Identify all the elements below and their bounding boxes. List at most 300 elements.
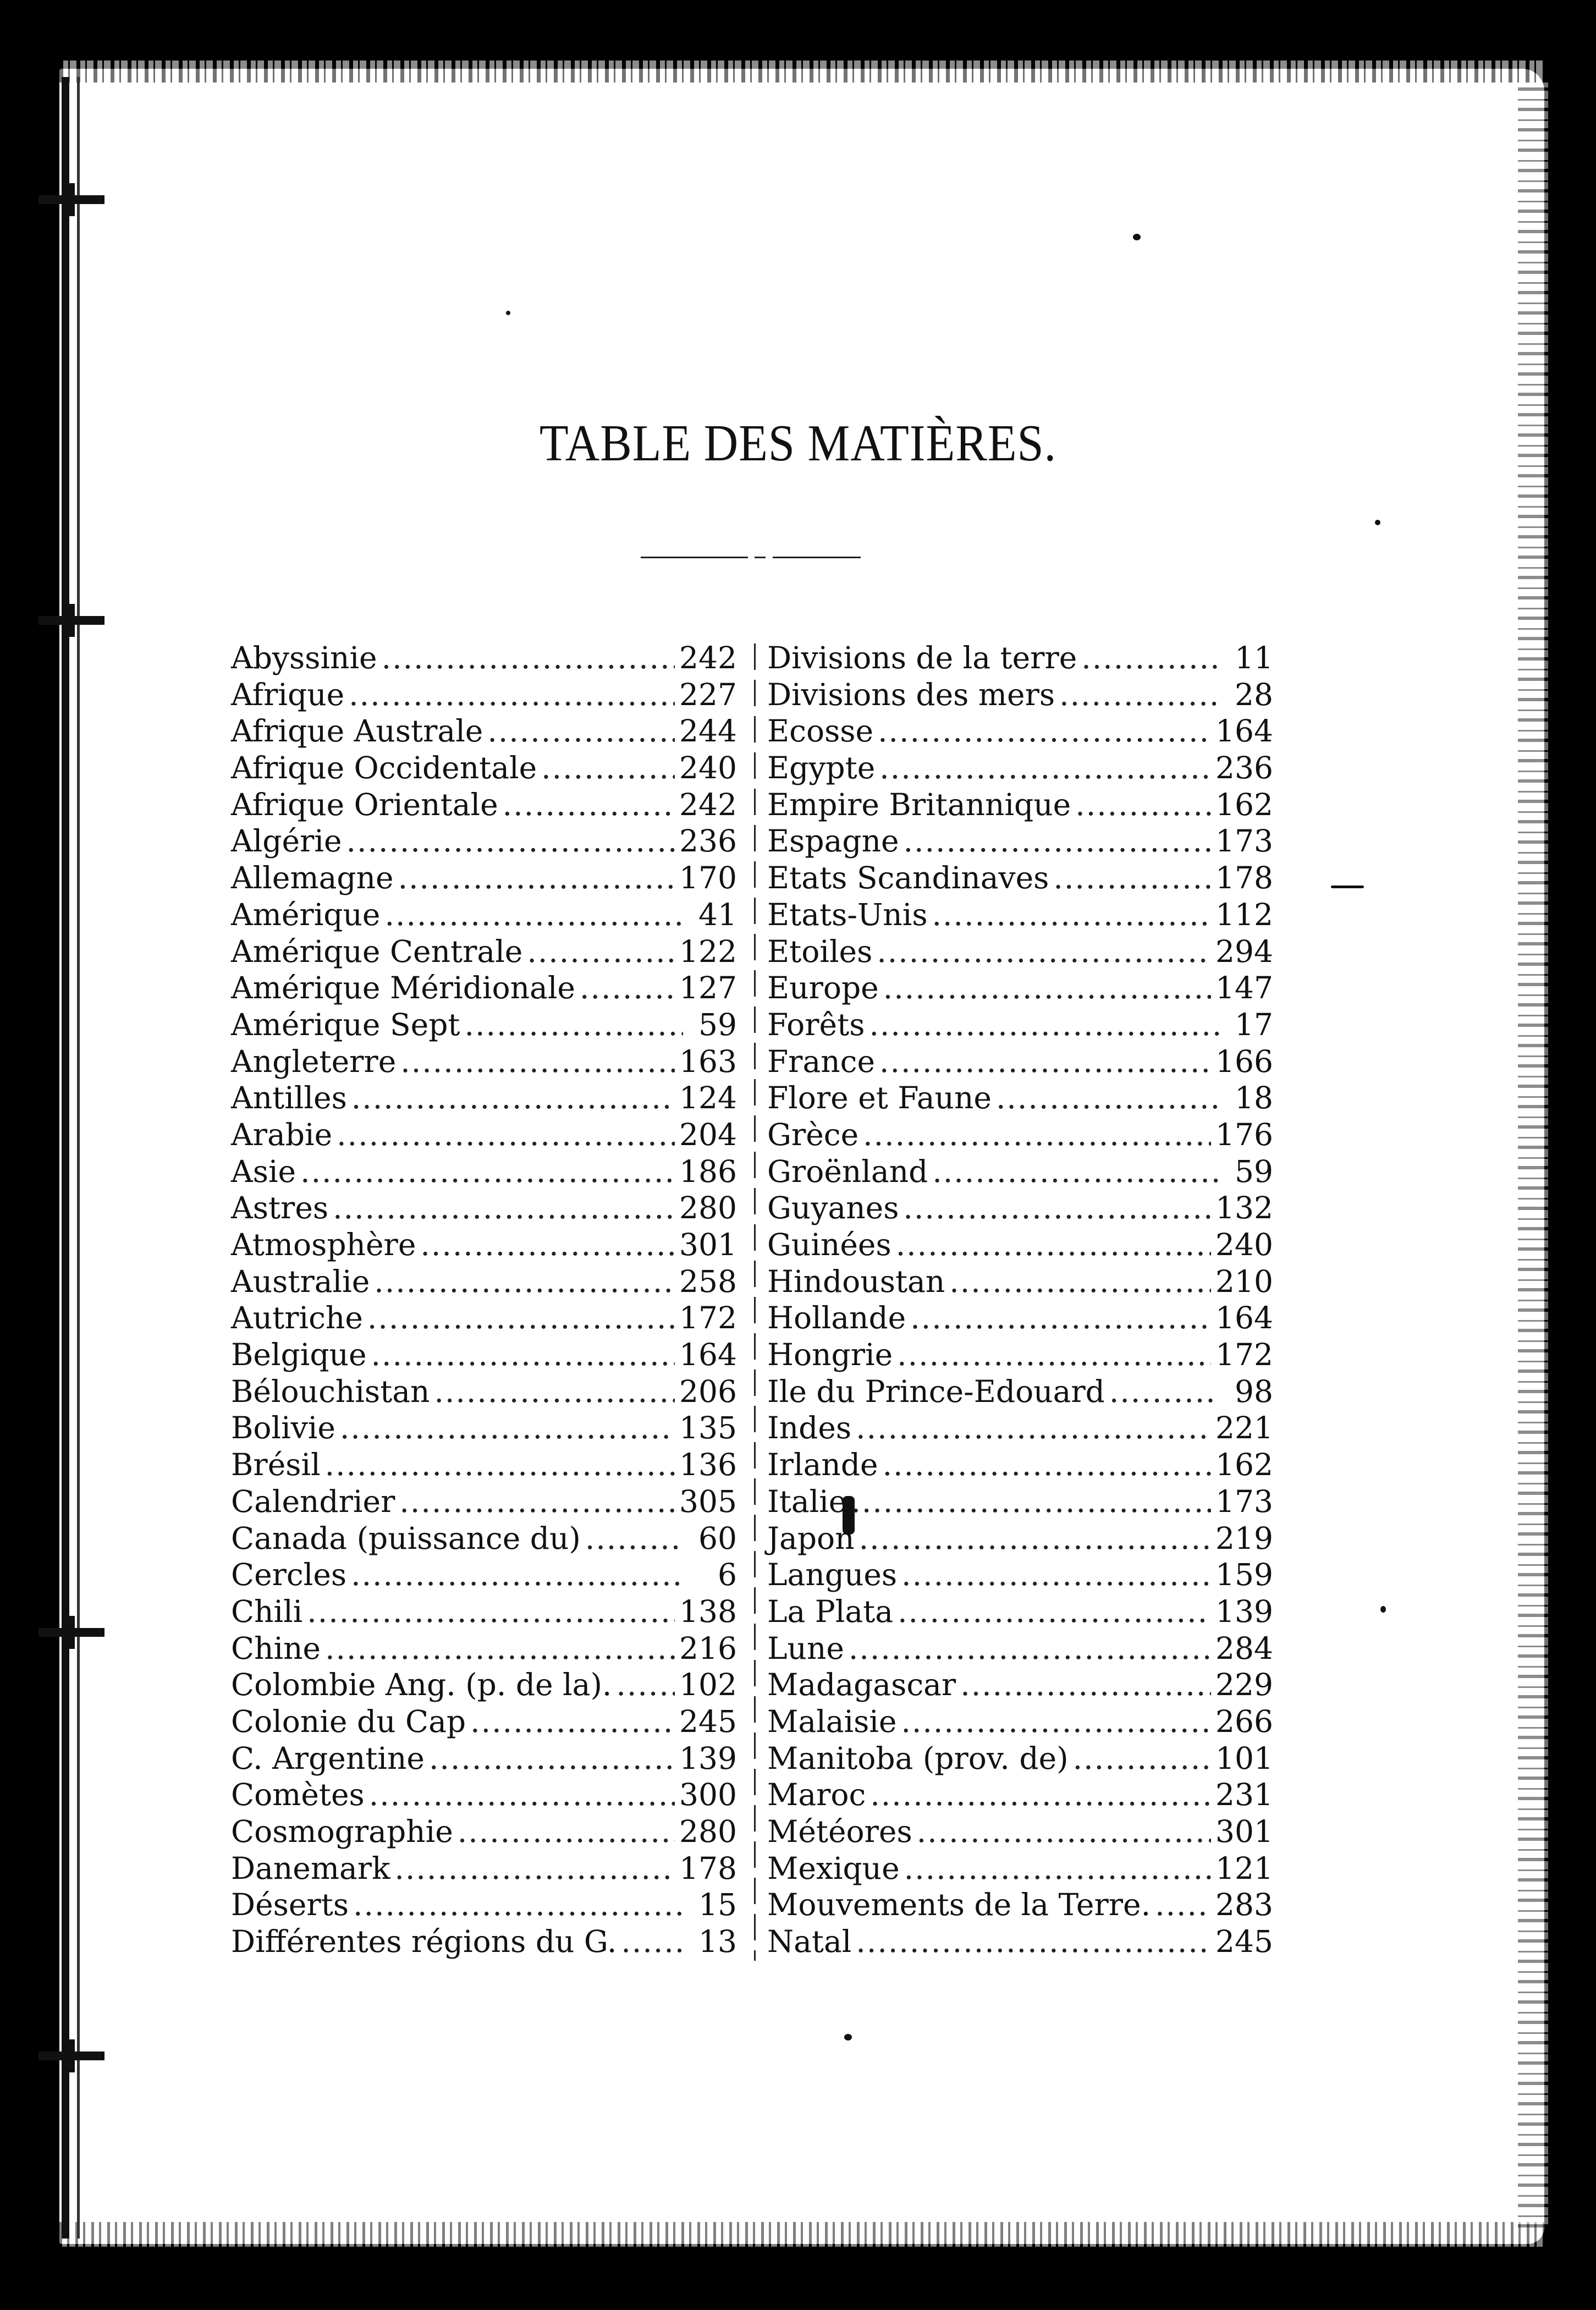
dot-leader bbox=[487, 713, 675, 750]
toc-entry-page: 186 bbox=[679, 1153, 737, 1189]
toc-entry-page: 164 bbox=[679, 1337, 737, 1373]
toc-entry-page: 221 bbox=[1215, 1410, 1273, 1446]
toc-entry-page: 164 bbox=[1215, 1300, 1273, 1336]
toc-entry-title: Afrique Orientale bbox=[231, 787, 498, 822]
toc-entry-page: 15 bbox=[698, 1887, 737, 1923]
toc-entry-page: 301 bbox=[679, 1227, 737, 1262]
toc-entry bbox=[767, 1116, 1273, 1153]
toc-entry-page: 173 bbox=[1215, 823, 1273, 859]
toc-entry-title: Afrique Occidentale bbox=[231, 750, 537, 786]
toc-entry-page: 159 bbox=[1215, 1557, 1273, 1593]
pencil-mark bbox=[1331, 886, 1364, 888]
toc-entry-title: Langues bbox=[767, 1557, 898, 1593]
dot-leader bbox=[337, 1116, 675, 1153]
toc-entry-title: Espagne bbox=[767, 823, 899, 859]
toc-entry-page: 280 bbox=[679, 1190, 737, 1226]
toc-entry bbox=[231, 750, 737, 787]
ink-speck bbox=[1380, 1606, 1386, 1613]
toc-entry bbox=[231, 1667, 737, 1703]
toc-entry-page: 216 bbox=[679, 1630, 737, 1666]
toc-entry-title: Japon bbox=[767, 1520, 855, 1556]
toc-entry-page: 139 bbox=[679, 1740, 737, 1776]
toc-entry-title: Groënland bbox=[767, 1153, 928, 1189]
dot-leader bbox=[458, 1813, 675, 1850]
toc-entry bbox=[231, 640, 737, 676]
toc-entry-page: 162 bbox=[1215, 1447, 1273, 1483]
dot-leader bbox=[949, 1263, 1211, 1300]
toc-entry-page: 204 bbox=[679, 1116, 737, 1152]
dot-leader bbox=[932, 897, 1211, 933]
toc-entry-title: Colombie Ang. (p. de la). bbox=[231, 1667, 612, 1703]
toc-entry-page: 283 bbox=[1215, 1887, 1273, 1923]
toc-entry bbox=[231, 1703, 737, 1740]
binding-stitch bbox=[38, 1628, 104, 1637]
dot-leader bbox=[870, 1777, 1211, 1813]
dot-leader bbox=[353, 1887, 683, 1923]
toc-entry bbox=[231, 933, 737, 970]
toc-entry-page: 210 bbox=[1215, 1263, 1273, 1299]
toc-entry bbox=[231, 1447, 737, 1483]
dot-leader bbox=[879, 750, 1211, 787]
toc-entry-title: Autriche bbox=[231, 1300, 363, 1336]
toc-entry-page: 178 bbox=[679, 1850, 737, 1886]
dot-leader bbox=[960, 1667, 1211, 1703]
toc-entry bbox=[767, 1263, 1273, 1300]
toc-entry bbox=[231, 1263, 737, 1300]
toc-entry bbox=[231, 1226, 737, 1263]
toc-entry-title: Malaisie bbox=[767, 1703, 897, 1739]
dot-leader bbox=[351, 1557, 683, 1593]
toc-entry-title: Lune bbox=[767, 1630, 844, 1666]
toc-entry-title: Manitoba (prov. de) bbox=[767, 1740, 1069, 1776]
toc-entry bbox=[767, 1410, 1273, 1447]
toc-entry bbox=[767, 1226, 1273, 1263]
toc-entry-title: Amérique Sept bbox=[231, 1007, 460, 1042]
dot-leader bbox=[910, 1300, 1211, 1336]
toc-entry-title: Cercles bbox=[231, 1557, 347, 1593]
dot-leader bbox=[465, 1007, 683, 1043]
toc-entry-page: 266 bbox=[1215, 1703, 1273, 1739]
toc-entry-title: Astres bbox=[231, 1190, 329, 1226]
toc-entry bbox=[231, 1190, 737, 1226]
toc-entry-page: 176 bbox=[1215, 1116, 1273, 1152]
toc-entry bbox=[231, 1116, 737, 1153]
toc-entry-title: Irlande bbox=[767, 1447, 878, 1483]
toc-entry-title: Empire Britannique bbox=[767, 787, 1071, 822]
toc-entry bbox=[231, 1850, 737, 1887]
toc-entry-title: Madagascar bbox=[767, 1667, 956, 1703]
dot-leader bbox=[856, 1923, 1211, 1960]
toc-entry-page: 59 bbox=[1235, 1153, 1273, 1189]
toc-entry bbox=[231, 1300, 737, 1336]
toc-entry-title: Amérique Centrale bbox=[231, 933, 523, 969]
toc-entry-title: Flore et Faune bbox=[767, 1080, 992, 1116]
toc-entry-title: Cosmographie bbox=[231, 1814, 453, 1849]
dot-leader bbox=[400, 1043, 675, 1080]
dot-leader bbox=[1155, 1887, 1211, 1923]
dot-leader bbox=[429, 1740, 675, 1777]
binding-stitch bbox=[38, 2052, 104, 2060]
dot-leader bbox=[849, 1630, 1211, 1667]
toc-entry bbox=[767, 1043, 1273, 1080]
toc-entry-page: 102 bbox=[679, 1667, 737, 1703]
toc-entry-page: 11 bbox=[1235, 640, 1273, 675]
toc-entry-page: 236 bbox=[1215, 750, 1273, 786]
toc-entry bbox=[767, 1887, 1273, 1923]
toc-entry-page: 242 bbox=[679, 787, 737, 822]
toc-entry bbox=[767, 1520, 1273, 1557]
dot-leader bbox=[541, 750, 675, 787]
column-divider bbox=[754, 644, 756, 1961]
toc-entry bbox=[231, 1483, 737, 1520]
toc-entry-title: Afrique bbox=[231, 676, 345, 712]
title-rule bbox=[755, 557, 766, 558]
toc-entry bbox=[767, 1447, 1273, 1483]
dot-leader bbox=[585, 1520, 683, 1557]
toc-entry bbox=[767, 1813, 1273, 1850]
dot-leader bbox=[1109, 1373, 1219, 1410]
toc-entry bbox=[767, 933, 1273, 970]
dot-leader bbox=[856, 1410, 1211, 1447]
toc-entry-title: Etoiles bbox=[767, 933, 873, 969]
toc-entry bbox=[231, 897, 737, 933]
toc-entry-page: 236 bbox=[679, 823, 737, 859]
toc-entry-title: Arabie bbox=[231, 1116, 333, 1152]
toc-entry-title: Divisions de la terre bbox=[767, 640, 1077, 675]
toc-entry-title: Mexique bbox=[767, 1850, 900, 1886]
toc-entry bbox=[767, 1153, 1273, 1190]
page-title: TABLE DES MATIÈRES. bbox=[539, 415, 1057, 472]
dot-leader bbox=[307, 1593, 675, 1630]
toc-entry-page: 112 bbox=[1215, 897, 1273, 932]
dot-leader bbox=[346, 823, 675, 860]
toc-entry bbox=[767, 1593, 1273, 1630]
dot-leader bbox=[371, 1336, 675, 1373]
binding-thread bbox=[62, 77, 69, 2238]
toc-entry bbox=[767, 1190, 1273, 1226]
toc-entry bbox=[231, 1043, 737, 1080]
toc-entry bbox=[231, 1630, 737, 1667]
toc-entry-title: Natal bbox=[767, 1924, 852, 1960]
toc-entry-title: Chine bbox=[231, 1630, 321, 1666]
dot-leader bbox=[903, 1190, 1211, 1226]
toc-entry bbox=[767, 787, 1273, 823]
toc-entry bbox=[231, 1740, 737, 1777]
toc-entry-title: Divisions des mers bbox=[767, 676, 1055, 712]
toc-entry bbox=[231, 787, 737, 823]
title-rule bbox=[773, 557, 861, 558]
toc-entry-title: Belgique bbox=[231, 1337, 367, 1373]
toc-entry bbox=[231, 713, 737, 750]
dot-leader bbox=[420, 1226, 675, 1263]
toc-entry-title: La Plata bbox=[767, 1593, 894, 1629]
dot-leader bbox=[869, 1007, 1219, 1043]
toc-entry bbox=[231, 1557, 737, 1593]
dot-leader bbox=[394, 1850, 675, 1887]
toc-entry-title: Chili bbox=[231, 1593, 303, 1629]
dot-leader bbox=[851, 1483, 1211, 1520]
toc-entry-page: 219 bbox=[1215, 1520, 1273, 1556]
toc-entry-page: 170 bbox=[679, 860, 737, 896]
dot-leader bbox=[1081, 640, 1219, 676]
toc-entry-title: Grèce bbox=[767, 1116, 859, 1152]
toc-entry-page: 231 bbox=[1215, 1777, 1273, 1813]
toc-entry-title: Asie bbox=[231, 1153, 296, 1189]
dot-leader bbox=[527, 933, 675, 970]
toc-entry-title: Etats-Unis bbox=[767, 897, 928, 932]
toc-entry bbox=[767, 1667, 1273, 1703]
ragged-top-edge bbox=[59, 61, 1544, 82]
dot-leader bbox=[996, 1080, 1219, 1116]
toc-entry-title: Atmosphère bbox=[231, 1227, 416, 1262]
toc-entry-page: 138 bbox=[679, 1593, 737, 1629]
toc-entry-title: C. Argentine bbox=[231, 1740, 425, 1776]
toc-entry-title: France bbox=[767, 1043, 876, 1079]
binding-thread-secondary bbox=[77, 77, 80, 2238]
binding-stitch bbox=[38, 195, 104, 204]
toc-entry-page: 301 bbox=[1215, 1814, 1273, 1849]
toc-entry-title: Mouvements de la Terre. bbox=[767, 1887, 1151, 1923]
dot-leader bbox=[398, 860, 675, 897]
dot-leader bbox=[399, 1483, 675, 1520]
toc-entry-title: Amérique Méridionale bbox=[231, 970, 575, 1006]
toc-entry-page: 59 bbox=[698, 1007, 737, 1042]
toc-entry-page: 17 bbox=[1235, 1007, 1273, 1042]
toc-entry-title: Algérie bbox=[231, 823, 342, 859]
toc-entry bbox=[231, 1813, 737, 1850]
toc-entry bbox=[231, 1520, 737, 1557]
toc-entry-title: Australie bbox=[231, 1263, 370, 1299]
toc-entry-title: Angleterre bbox=[231, 1043, 397, 1079]
toc-entry bbox=[767, 640, 1273, 676]
toc-entry bbox=[767, 713, 1273, 750]
toc-entry-title: Brésil bbox=[231, 1447, 321, 1483]
toc-entry-title: Ecosse bbox=[767, 713, 874, 749]
dot-leader bbox=[1075, 787, 1211, 823]
toc-entry-page: 227 bbox=[679, 676, 737, 712]
toc-entry bbox=[231, 1336, 737, 1373]
toc-entry bbox=[767, 1703, 1273, 1740]
binding-stitch bbox=[38, 616, 104, 625]
dot-leader bbox=[877, 933, 1211, 970]
toc-entry-title: Différentes régions du G. bbox=[231, 1924, 617, 1960]
dot-leader bbox=[621, 1923, 683, 1960]
toc-entry bbox=[231, 1080, 737, 1116]
toc-right-column bbox=[767, 640, 1273, 1960]
dot-leader bbox=[863, 1116, 1211, 1153]
toc-entry-page: 132 bbox=[1215, 1190, 1273, 1226]
toc-entry bbox=[767, 1740, 1273, 1777]
toc-entry bbox=[231, 1887, 737, 1923]
toc-entry-title: Maroc bbox=[767, 1777, 866, 1813]
toc-entry bbox=[231, 1007, 737, 1043]
toc-entry bbox=[767, 676, 1273, 713]
dot-leader bbox=[580, 970, 675, 1007]
toc-entry bbox=[767, 1007, 1273, 1043]
toc-entry-title: Egypte bbox=[767, 750, 876, 786]
toc-entry-title: Hollande bbox=[767, 1300, 906, 1336]
toc-entry bbox=[231, 823, 737, 860]
ink-speck bbox=[506, 311, 510, 315]
toc-entry-page: 18 bbox=[1235, 1080, 1273, 1116]
ragged-bottom-edge bbox=[59, 2222, 1544, 2247]
toc-entry bbox=[231, 1923, 737, 1960]
dot-leader bbox=[351, 1080, 675, 1116]
toc-entry bbox=[231, 1410, 737, 1447]
toc-entry bbox=[231, 1153, 737, 1190]
ink-speck bbox=[1375, 520, 1380, 525]
toc-entry bbox=[767, 1080, 1273, 1116]
dot-leader bbox=[616, 1667, 675, 1703]
toc-entry-page: 258 bbox=[679, 1263, 737, 1299]
dot-leader bbox=[470, 1703, 675, 1740]
toc-entry-page: 147 bbox=[1215, 970, 1273, 1006]
toc-left-column bbox=[231, 640, 737, 1960]
toc-entry-title: Ile du Prince-Edouard bbox=[767, 1373, 1105, 1409]
toc-entry-page: 41 bbox=[698, 897, 737, 932]
dot-leader bbox=[904, 823, 1211, 860]
toc-entry-page: 164 bbox=[1215, 713, 1273, 749]
dot-leader bbox=[382, 640, 675, 676]
toc-entry-title: Météores bbox=[767, 1814, 912, 1849]
toc-entry-title: Antilles bbox=[231, 1080, 347, 1116]
toc-entry-page: 98 bbox=[1235, 1373, 1273, 1409]
toc-entry-page: 166 bbox=[1215, 1043, 1273, 1079]
toc-entry-title: Hindoustan bbox=[767, 1263, 945, 1299]
toc-entry-page: 244 bbox=[679, 713, 737, 749]
dot-leader bbox=[333, 1190, 675, 1226]
toc-entry-page: 121 bbox=[1215, 1850, 1273, 1886]
toc-entry bbox=[767, 897, 1273, 933]
toc-entry-page: 229 bbox=[1215, 1667, 1273, 1703]
dot-leader bbox=[932, 1153, 1219, 1190]
dot-leader bbox=[369, 1777, 675, 1813]
toc-entry bbox=[767, 823, 1273, 860]
toc-entry-title: Forêts bbox=[767, 1007, 865, 1042]
dot-leader bbox=[917, 1813, 1211, 1850]
toc-entry bbox=[231, 860, 737, 897]
dot-leader bbox=[901, 1703, 1211, 1740]
toc-entry-page: 242 bbox=[679, 640, 737, 675]
toc-entry bbox=[767, 1373, 1273, 1410]
dot-leader bbox=[374, 1263, 675, 1300]
toc-entry-page: 178 bbox=[1215, 860, 1273, 896]
dot-leader bbox=[384, 897, 683, 933]
toc-entry-page: 172 bbox=[1215, 1337, 1273, 1373]
dot-leader bbox=[325, 1447, 675, 1483]
toc-entry-title: Déserts bbox=[231, 1887, 349, 1923]
toc-entry bbox=[231, 1593, 737, 1630]
dot-leader bbox=[503, 787, 675, 823]
toc-entry-title: Abyssinie bbox=[231, 640, 377, 675]
toc-entry bbox=[231, 1373, 737, 1410]
toc-entry-title: Guinées bbox=[767, 1227, 891, 1262]
dot-leader bbox=[883, 1447, 1211, 1483]
toc-entry-title: Danemark bbox=[231, 1850, 390, 1886]
toc-entry bbox=[767, 1336, 1273, 1373]
toc-entry-title: Allemagne bbox=[231, 860, 394, 896]
toc-entry bbox=[767, 860, 1273, 897]
toc-entry-page: 173 bbox=[1215, 1483, 1273, 1519]
ragged-right-edge bbox=[1518, 82, 1548, 2228]
toc-entry-title: Europe bbox=[767, 970, 879, 1006]
dot-leader bbox=[349, 676, 675, 713]
toc-entry-page: 305 bbox=[679, 1483, 737, 1519]
toc-entry-page: 127 bbox=[679, 970, 737, 1006]
toc-entry-page: 13 bbox=[698, 1924, 737, 1960]
dot-leader bbox=[896, 1226, 1211, 1263]
toc-entry bbox=[767, 1300, 1273, 1336]
toc-entry bbox=[767, 1777, 1273, 1813]
dot-leader bbox=[1059, 676, 1219, 713]
dot-leader bbox=[859, 1520, 1211, 1557]
dot-leader bbox=[325, 1630, 675, 1667]
toc-entry-title: Calendrier bbox=[231, 1483, 395, 1519]
ink-speck bbox=[1133, 234, 1141, 240]
dot-leader bbox=[879, 1043, 1211, 1080]
toc-entry-page: 294 bbox=[1215, 933, 1273, 969]
toc-entry-title: Italie bbox=[767, 1483, 847, 1519]
toc-entry-page: 240 bbox=[1215, 1227, 1273, 1262]
dot-leader bbox=[883, 970, 1211, 1007]
toc-entry-title: Amérique bbox=[231, 897, 381, 932]
dot-leader bbox=[300, 1153, 675, 1190]
toc-entry-title: Afrique Australe bbox=[231, 713, 483, 749]
dot-leader bbox=[340, 1410, 675, 1447]
toc-entry-page: 280 bbox=[679, 1814, 737, 1849]
toc-entry-page: 162 bbox=[1215, 787, 1273, 822]
dot-leader bbox=[1053, 860, 1211, 897]
toc-entry-page: 206 bbox=[679, 1373, 737, 1409]
toc-entry-page: 284 bbox=[1215, 1630, 1273, 1666]
title-rule bbox=[641, 557, 748, 558]
toc-entry-page: 139 bbox=[1215, 1593, 1273, 1629]
toc-entry-page: 245 bbox=[679, 1703, 737, 1739]
toc-entry bbox=[767, 1630, 1273, 1667]
toc-entry-page: 245 bbox=[1215, 1924, 1273, 1960]
dot-leader bbox=[901, 1557, 1211, 1593]
dot-leader bbox=[897, 1336, 1211, 1373]
toc-entry bbox=[767, 970, 1273, 1007]
toc-entry-title: Bolivie bbox=[231, 1410, 335, 1446]
toc-entry bbox=[767, 1850, 1273, 1887]
toc-entry-title: Canada (puissance du) bbox=[231, 1520, 581, 1556]
toc-entry bbox=[767, 750, 1273, 787]
toc-entry-title: Colonie du Cap bbox=[231, 1703, 466, 1739]
dot-leader bbox=[434, 1373, 675, 1410]
dot-leader bbox=[904, 1850, 1211, 1887]
toc-entry-page: 122 bbox=[679, 933, 737, 969]
toc-entry bbox=[231, 676, 737, 713]
toc-entry-page: 163 bbox=[679, 1043, 737, 1079]
dot-leader bbox=[898, 1593, 1211, 1630]
toc-entry bbox=[231, 970, 737, 1007]
toc-entry-page: 172 bbox=[679, 1300, 737, 1336]
toc-entry bbox=[767, 1483, 1273, 1520]
dot-leader bbox=[1073, 1740, 1211, 1777]
toc-entry-page: 28 bbox=[1235, 676, 1273, 712]
toc-entry-title: Indes bbox=[767, 1410, 852, 1446]
toc-entry-page: 101 bbox=[1215, 1740, 1273, 1776]
toc-entry-page: 135 bbox=[679, 1410, 737, 1446]
toc-entry-page: 300 bbox=[679, 1777, 737, 1813]
toc-entry-title: Etats Scandinaves bbox=[767, 860, 1049, 896]
toc-entry-page: 6 bbox=[718, 1557, 737, 1593]
dot-leader bbox=[367, 1300, 675, 1336]
dot-leader bbox=[878, 713, 1211, 750]
toc-entry bbox=[231, 1777, 737, 1813]
toc-entry-title: Bélouchistan bbox=[231, 1373, 430, 1409]
